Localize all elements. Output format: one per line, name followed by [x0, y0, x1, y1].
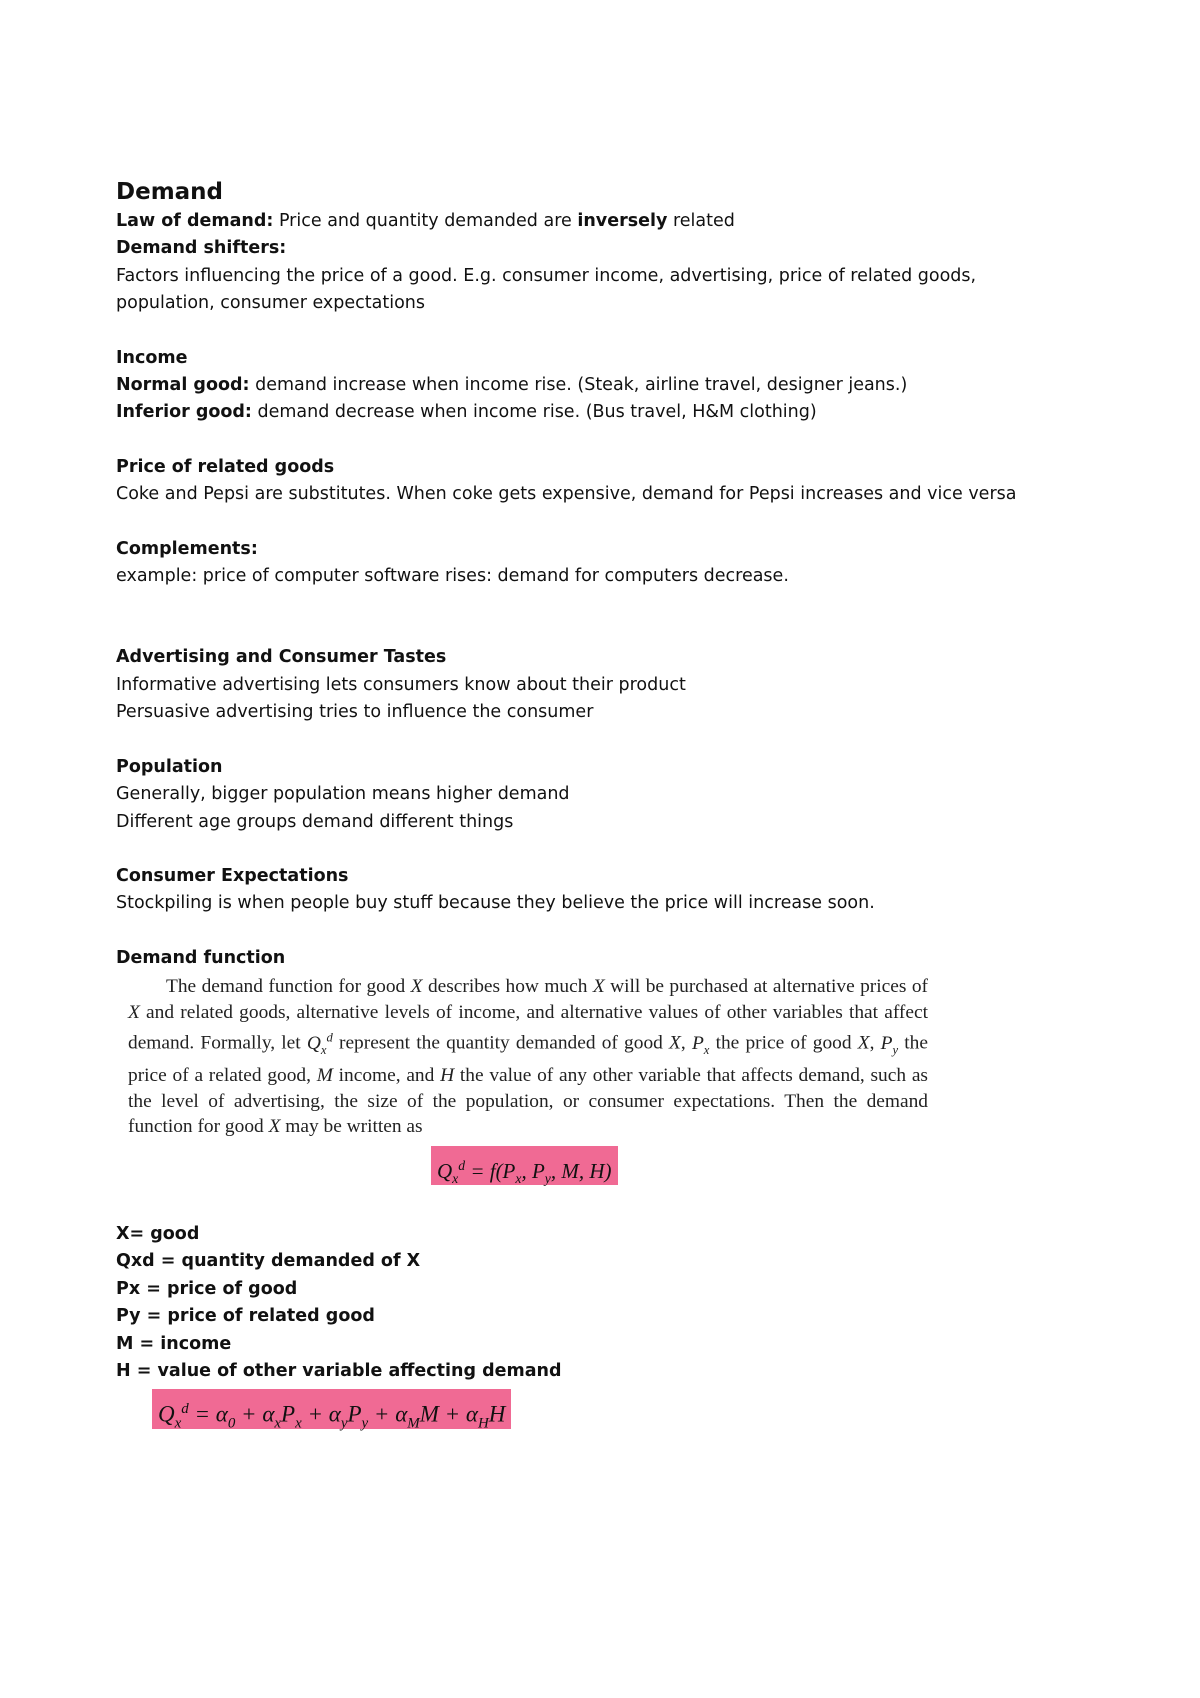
definition-item: Qxd = quantity demanded of X [116, 1251, 421, 1272]
population-line-2: Different age groups demand different things [116, 811, 514, 832]
expectations-text: Stockpiling is when people buy stuff because they believe the price will increase soon. [116, 893, 875, 914]
textbook-paragraph: The demand function for good X describes how much X will be purchased at alternative prices of X and related goods, alternative levels of income, and alternative values of other variables that affect demand. Formally, let $Q_x^d$ represent the quantity demanded of good X, $P_x$ the price of good X, $P_y$ the price of a related good, M income, and H the value of any other variable that affects demand, such as the level of advertising, the size of the population, or consumer expectations. Then the demand function for good X may be written as [128, 976, 928, 1138]
income-heading: Income [116, 347, 188, 368]
advertising-heading: Advertising and Consumer Tastes [116, 647, 447, 668]
related-goods-text: Coke and Pepsi are substitutes. When coke gets expensive, demand for Pepsi increases and vice versa [116, 484, 1017, 505]
definition-item: X= good [116, 1224, 200, 1245]
shifters-line-1: Factors influencing the price of a good. E.g. consumer income, advertising, price of related goods, [116, 265, 977, 286]
complements-heading: Complements: [116, 538, 258, 559]
linear-demand-equation: $Q_x^d = \alpha_0 + \alpha_xP_x + \alpha_yP_y + \alpha_MM + \alpha_HH$ [152, 1389, 511, 1429]
definition-item: M = income [116, 1333, 232, 1354]
law-bold: inversely [577, 211, 668, 231]
inferior-good [116, 399, 1076, 426]
advertising-line-1: Informative advertising lets consumers know about their product [116, 674, 686, 695]
document-content [116, 176, 1076, 1435]
shifters-label: Demand shifters: [116, 238, 287, 259]
law-of-demand [116, 208, 1076, 235]
normal-good [116, 372, 1076, 399]
normal-good-text: demand increase when income rise. (Steak, airline travel, designer jeans.) [249, 375, 908, 396]
demand-function-equation-wrap [116, 1146, 1076, 1194]
demand-function-equation: $Q_x^d = f(P_x$, $P_y$, M, H) [431, 1146, 618, 1185]
inferior-good-label: Inferior good: [116, 402, 252, 423]
textbook-excerpt [128, 974, 928, 1140]
normal-good-label: Normal good: [116, 375, 250, 396]
shifters-line-2: population, consumer expectations [116, 293, 425, 314]
page-title: Demand [116, 179, 224, 205]
demand-function-heading: Demand function [116, 947, 286, 968]
definition-item: H = value of other variable affecting demand [116, 1361, 562, 1382]
definition-item: Py = price of related good [116, 1306, 375, 1327]
population-heading: Population [116, 756, 223, 777]
law-text-2: related [667, 211, 735, 231]
expectations-heading: Consumer Expectations [116, 865, 349, 886]
related-goods-heading: Price of related goods [116, 456, 335, 477]
law-text-1: Price and quantity demanded are [273, 211, 578, 231]
definition-item: Px = price of good [116, 1278, 298, 1299]
complements-text: example: price of computer software rises: demand for computers decrease. [116, 566, 789, 587]
linear-demand-equation-wrap [116, 1389, 1076, 1435]
population-line-1: Generally, bigger population means higher demand [116, 784, 570, 805]
inferior-good-text: demand decrease when income rise. (Bus travel, H&M clothing) [251, 402, 817, 423]
advertising-line-2: Persuasive advertising tries to influence the consumer [116, 702, 594, 723]
law-label: Law of demand: [116, 211, 274, 231]
